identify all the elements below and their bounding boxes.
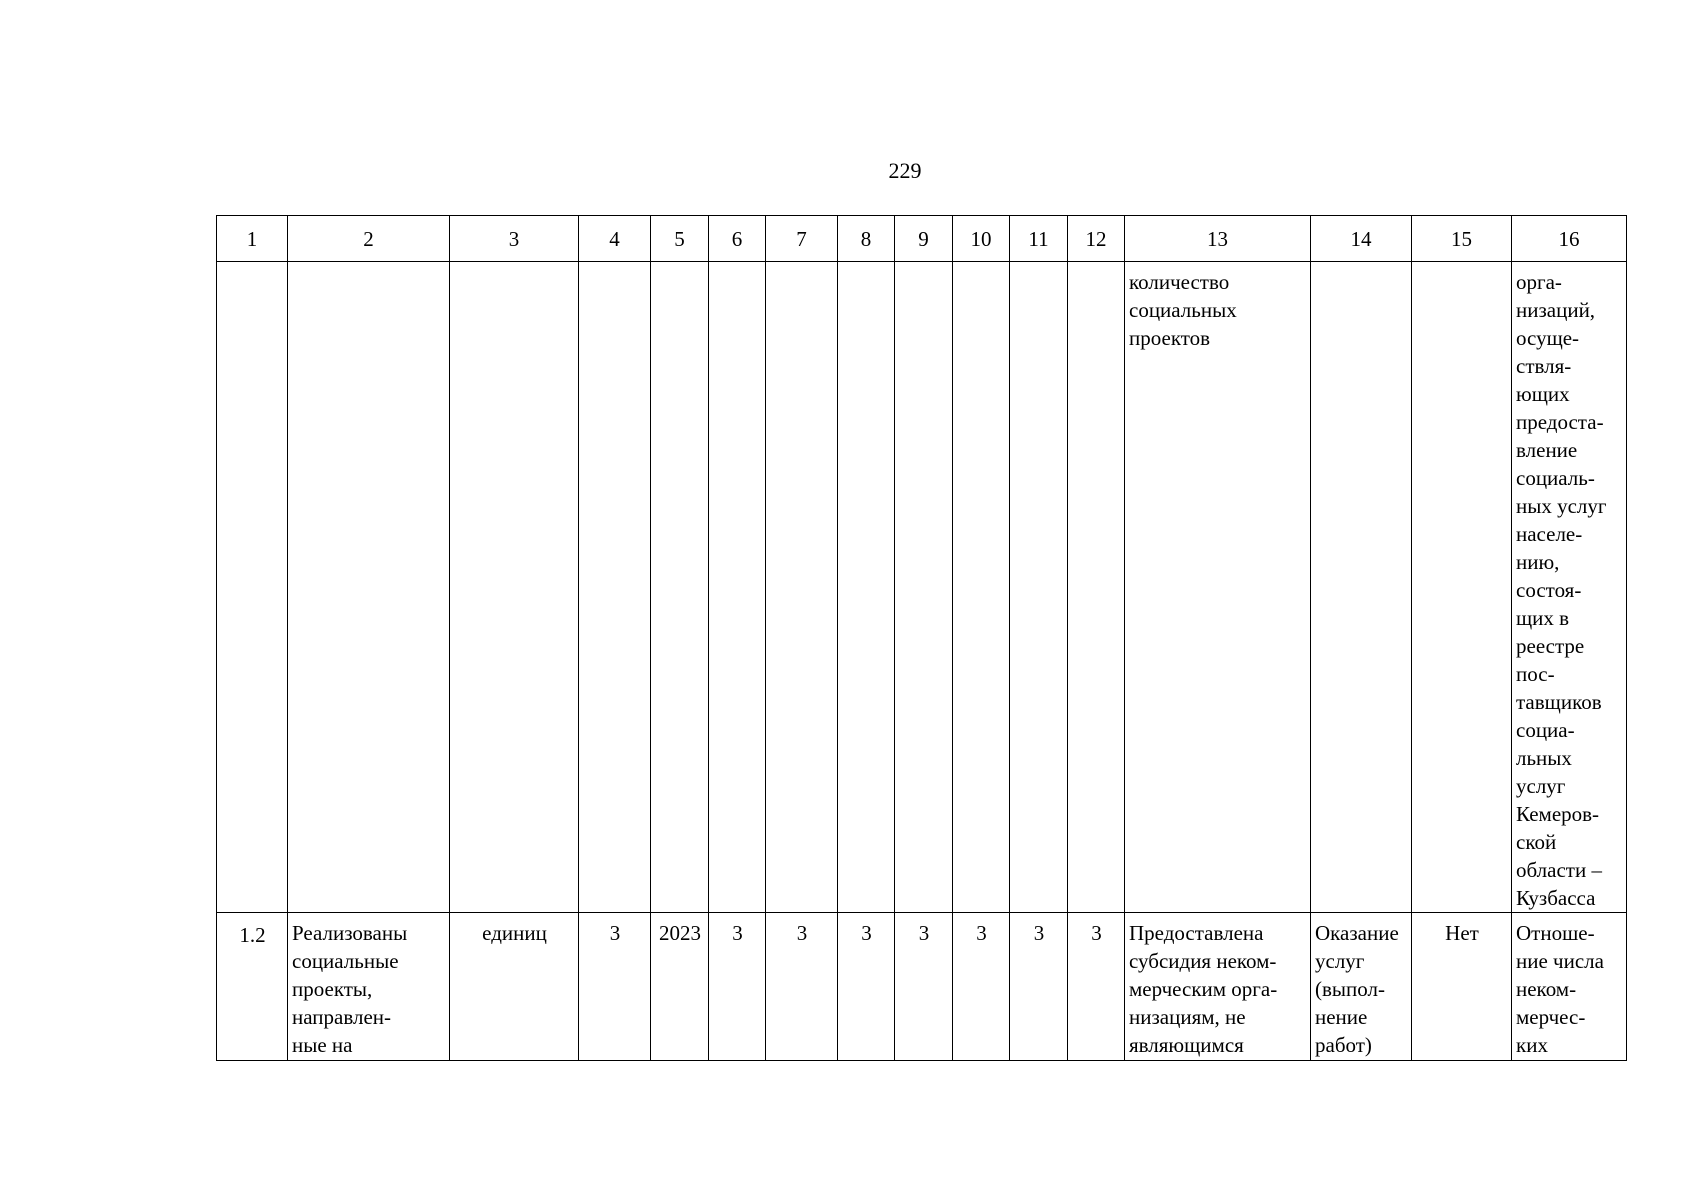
cell-text	[1010, 262, 1067, 268]
table-cell	[217, 913, 288, 1061]
row-number: 1.2	[239, 923, 266, 947]
column-header: 11	[1010, 216, 1068, 262]
cell-text	[651, 262, 708, 268]
cell-text	[579, 262, 650, 268]
cell-text	[217, 262, 287, 268]
cell-text	[1412, 262, 1511, 268]
unit-of-measure: единиц	[482, 921, 547, 945]
table-row	[217, 913, 1627, 1061]
table-cell	[1412, 913, 1512, 1061]
table-cell	[1068, 913, 1125, 1061]
table-cell	[1512, 913, 1627, 1061]
column-header: 12	[1068, 216, 1125, 262]
cell-text	[953, 262, 1009, 268]
table-cell	[651, 262, 709, 913]
column-header: 5	[651, 216, 709, 262]
table-cell	[651, 913, 709, 1061]
cell-text	[766, 262, 837, 268]
table-cell	[895, 262, 953, 913]
cell-value: 3	[861, 921, 872, 945]
base-year: 2023	[659, 921, 701, 945]
table-cell	[1311, 913, 1412, 1061]
table-cell	[288, 913, 450, 1061]
cell-value: 3	[1091, 921, 1102, 945]
column-header: 4	[579, 216, 651, 262]
column-header: 2	[288, 216, 450, 262]
result-formula: Отноше- ние числа неком- мерчес- ких	[1516, 921, 1604, 1057]
table-cell	[288, 262, 450, 913]
table-cell	[838, 262, 895, 913]
page-number: 229	[888, 158, 922, 183]
column-header: 16	[1512, 216, 1627, 262]
cell-text: орга- низаций, осуще- ствля- ющих предоста- вление социаль- ных услуг населе- нию, состоя- щих в реестре пос- тавщиков социа- льных услуг Кемеров- ской области – Кузбасса	[1516, 270, 1607, 910]
result-type: Оказание услуг (выпол- нение работ)	[1315, 921, 1399, 1057]
cell-text	[450, 262, 578, 268]
cell-value: Нет	[1445, 921, 1479, 945]
column-header: 3	[450, 216, 579, 262]
cell-text: количество социальных проектов	[1129, 270, 1237, 350]
table-cell	[1125, 262, 1311, 913]
table-cell	[579, 913, 651, 1061]
cell-text	[709, 262, 765, 268]
table-cell	[838, 913, 895, 1061]
table-cell	[450, 262, 579, 913]
column-header: 9	[895, 216, 953, 262]
indicators-table	[216, 215, 1627, 1061]
table-cell	[953, 262, 1010, 913]
column-header: 10	[953, 216, 1010, 262]
table-cell	[579, 262, 651, 913]
cell-text	[1311, 262, 1411, 268]
cell-value: 3	[1033, 921, 1045, 945]
cell-text	[895, 262, 952, 268]
cell-value: 3	[976, 921, 987, 945]
table-cell	[766, 262, 838, 913]
table-header-row	[217, 216, 1627, 262]
table-cell	[1412, 262, 1512, 913]
cell-value: 3	[732, 921, 743, 945]
column-header: 15	[1412, 216, 1512, 262]
column-header: 8	[838, 216, 895, 262]
column-header: 14	[1311, 216, 1412, 262]
column-header: 1	[217, 216, 288, 262]
table-cell	[1512, 262, 1627, 913]
table-cell	[1311, 262, 1412, 913]
cell-text	[1068, 262, 1124, 268]
table-cell	[709, 913, 766, 1061]
table-cell	[217, 262, 288, 913]
table-cell	[1010, 913, 1068, 1061]
table-cell	[1010, 262, 1068, 913]
table-cell	[953, 913, 1010, 1061]
cell-value: 3	[918, 921, 930, 945]
cell-text	[838, 262, 894, 268]
cell-text	[288, 262, 449, 268]
table-cell	[1125, 913, 1311, 1061]
table-cell	[895, 913, 953, 1061]
column-header: 6	[709, 216, 766, 262]
table-cell	[450, 913, 579, 1061]
table-row	[217, 262, 1627, 913]
table-cell	[766, 913, 838, 1061]
cell-value: 3	[609, 921, 621, 945]
result-description: Предоставлена субсидия неком- мерческим орга- низациям, не являющимся	[1129, 921, 1278, 1057]
cell-value: 3	[796, 921, 808, 945]
table-cell	[709, 262, 766, 913]
result-name: Реализованы социальные проекты, направлен- ные на	[292, 921, 408, 1057]
column-header: 13	[1125, 216, 1311, 262]
column-header: 7	[766, 216, 838, 262]
table-cell	[1068, 262, 1125, 913]
